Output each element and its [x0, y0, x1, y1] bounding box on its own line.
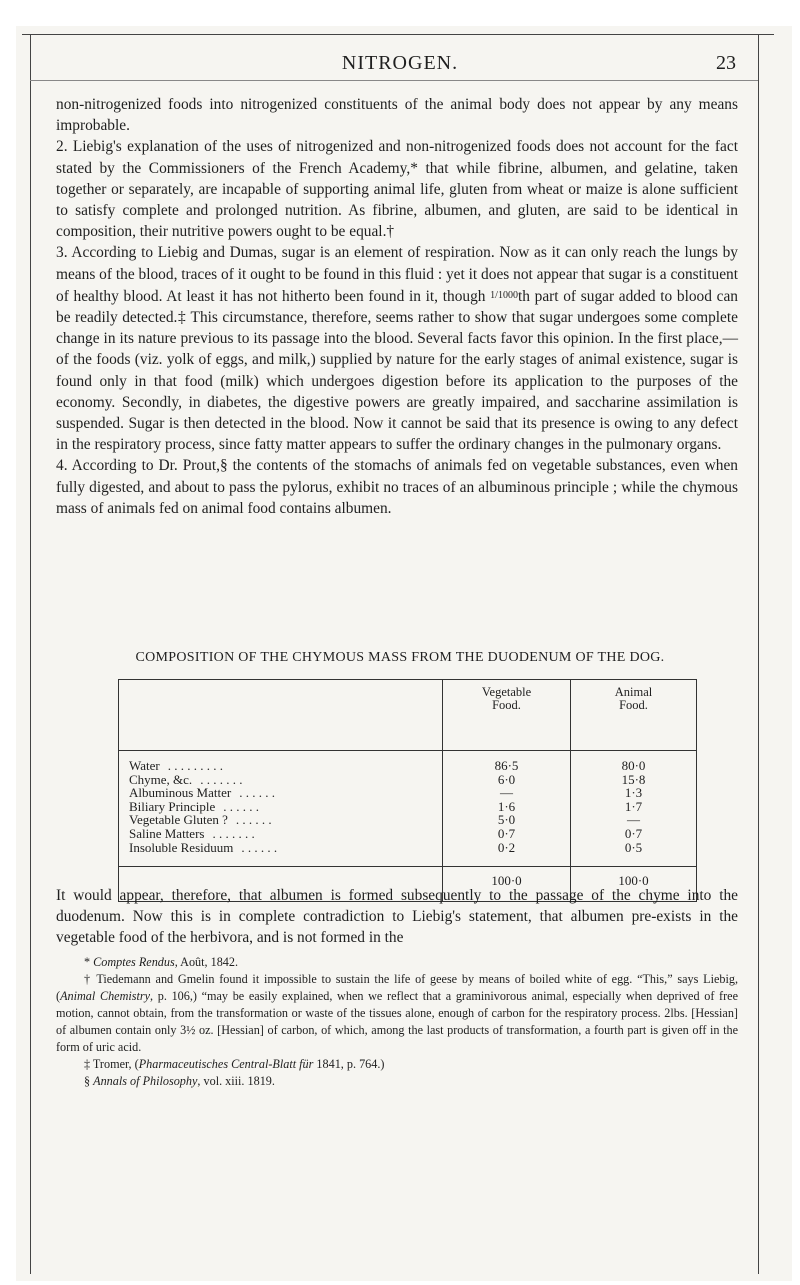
paragraph-3: 4. According to Dr. Prout,§ the contents of the stomachs of animals fed on vegetable substances, even when fully digested, and about to pass the pylorus, exhibit no traces of an albuminous principle ; while the chymous mass of animals fed on animal food contains albumen.	[56, 457, 738, 517]
row-vegetable-value: 0·2	[497, 839, 516, 855]
row-animal-value: 1·3	[624, 785, 643, 801]
header-animal-food	[571, 680, 697, 751]
footnote-3-source: Pharmaceutisches Central-Blatt für	[138, 1057, 314, 1071]
row-vegetable-value: 0·7	[497, 825, 516, 841]
header-ani-line2: Food.	[619, 698, 648, 712]
footnote-1-rest: , Août, 1842.	[174, 955, 239, 969]
row-label	[129, 786, 442, 800]
paragraph-2-part-b: th part of sugar added to blood can be readily detected.‡ This circumstance, therefore, seems rather to show that sugar undergoes some complete change in its nature previous to its passage into the blood. Several facts favor this opinion. In the first place,—of the foods (viz. yolk of eggs, and milk,) supplied by nature for the early stages of animal existence, sugar is found only in that food (milk) which undergoes digestion before its application to the purposes of the economy. Secondly, in diabetes, the digestive powers are greatly impaired, and saccharine assimilation is suspended. Sugar is then detected in the blood. Now it cannot be said that its presence is owing to any defect in the respiratory process, since fatty matter appears to suffer the ordinary changes in the pulmonary organs.	[56, 287, 738, 454]
composition-table	[118, 679, 697, 902]
row-vegetable-value: 5·0	[497, 812, 516, 828]
row-leader-dots: . . . . . . . . .	[167, 758, 223, 773]
row-label	[129, 841, 442, 855]
header-ani-line1: Animal	[614, 685, 653, 699]
paragraph-2-part-a: 3. According to Liebig and Dumas, sugar is an element of respiration. Now as it can only reach the lungs by means of the blood, traces of it ought to be found in this fluid : yet it does not appear that sugar is a constituent of healthy blood. At least it has not hitherto been found in it, though	[56, 244, 738, 305]
row-animal-value: 0·5	[624, 839, 643, 855]
row-animal-value: 80·0	[621, 758, 646, 773]
row-leader-dots: . . . . . .	[235, 812, 272, 828]
row-vegetable-value: 1·6	[497, 798, 516, 814]
labels-column	[119, 751, 443, 867]
vegetable-column	[443, 751, 571, 867]
header-veg-line2: Food.	[492, 698, 521, 712]
row-label-text: Water	[129, 758, 160, 773]
header-label-cell	[119, 680, 443, 751]
row-label	[129, 827, 442, 841]
paragraph-0: non-nitrogenized foods into nitrogenized constituents of the animal body does not appear by any means improbable.	[56, 96, 738, 135]
total-vegetable: 100·0	[443, 867, 571, 902]
footnote-4-part-a: §	[84, 1074, 94, 1088]
header-veg-line1: Vegetable	[481, 685, 532, 699]
footnote-3-part-a: ‡ Tromer, (	[84, 1057, 139, 1071]
row-leader-dots: . . . . . . .	[200, 771, 243, 787]
footnote-4-source: Annals of Philosophy	[93, 1074, 198, 1088]
footnotes	[56, 954, 738, 1090]
footnote-3-part-b: 1841, p. 764.)	[313, 1057, 385, 1071]
footnote-1-source: Comptes Rendus	[93, 955, 175, 969]
row-vegetable-value: —	[500, 785, 514, 801]
table-title: COMPOSITION OF THE CHYMOUS MASS FROM THE DUODENUM OF THE DOG.	[135, 650, 665, 665]
row-leader-dots: . . . . . . .	[212, 825, 255, 841]
footnote-2-part-a: † Tiedemann and Gmelin found it impossible to sustain the life of geese by means of boiled white of egg. “This,” says Liebig, (	[56, 972, 738, 1003]
paragraph-2	[56, 242, 738, 455]
row-label	[129, 813, 442, 827]
row-animal-value: 1·7	[624, 798, 643, 814]
row-label-text: Biliary Principle	[129, 798, 216, 814]
paragraph-1: 2. Liebig's explanation of the uses of nitrogenized and non-nitrogenized foods does not account for the fact stated by the Commissioners of the French Academy,* that while fibrine, albumen, and gelatine, taken together or separately, are incapable of supporting animal life, gluten from wheat or maize is alone sufficient to satisfy complete and prolonged nutrition. As fibrine, albumen, and gluten, are said to be identical in composition, their nutritive powers ought to be equal.†	[56, 138, 738, 241]
row-vegetable-value: 86·5	[494, 758, 519, 773]
row-leader-dots: . . . . . .	[223, 798, 260, 814]
row-animal-value: —	[627, 812, 641, 828]
page-number: 23	[716, 52, 736, 74]
table-body	[119, 751, 697, 867]
row-label-text: Saline Matters	[129, 825, 205, 841]
row-label-text: Vegetable Gluten ?	[129, 812, 228, 828]
frame-top-rule	[22, 34, 774, 35]
row-label	[129, 773, 442, 787]
row-leader-dots: . . . . . .	[241, 839, 278, 855]
fraction: 1/1000	[490, 289, 518, 301]
page-running-title: NITROGEN.	[341, 52, 459, 74]
footnote-1	[56, 954, 738, 971]
row-label-text: Insoluble Residuum	[129, 839, 234, 855]
footnote-1-mark: *	[84, 955, 94, 969]
main-text	[56, 94, 738, 519]
total-animal: 100·0	[571, 867, 697, 902]
row-leader-dots: . . . . . .	[239, 785, 275, 801]
animal-column	[571, 751, 697, 867]
paragraph-4: It would appear, therefore, that albumen is formed subsequently to the passage of the chyme into the duodenum. Now this is in complete contradiction to Liebig's statement, that albumen pre-exists in the vegetable food of the herbivora, and is not formed in the	[56, 887, 738, 947]
header-rule	[30, 80, 758, 81]
header-vegetable-food	[443, 680, 571, 751]
row-label-text: Chyme, &c.	[129, 771, 193, 787]
row-animal-value: 0·7	[624, 825, 643, 841]
row-label	[129, 759, 442, 773]
table-header-row	[119, 680, 697, 751]
footnote-4-part-b: , vol. xiii. 1819.	[197, 1074, 275, 1088]
footnote-2	[56, 971, 738, 1056]
row-label-text: Albuminous Matter	[129, 785, 232, 801]
footnote-4	[56, 1073, 738, 1090]
row-label	[129, 800, 442, 814]
row-animal-value: 15·8	[621, 771, 646, 787]
footnote-2-source: Animal Chemistry	[60, 989, 151, 1003]
footnote-3	[56, 1056, 738, 1073]
footnote-2-part-b: , p. 106,) “may be easily explained, when we reflect that a graminivorous animal, especially when deprived of free motion, cannot obtain, from the transformation or waste of the tissues alone, enough of carbon for the respiratory process. 2lbs. [Hessian] of albumen contain only 3½ oz. [Hessian] of carbon, of which, among the last products of transformation, a fourth part is given off in the form of uric acid.	[56, 989, 738, 1054]
row-vegetable-value: 6·0	[497, 771, 516, 787]
